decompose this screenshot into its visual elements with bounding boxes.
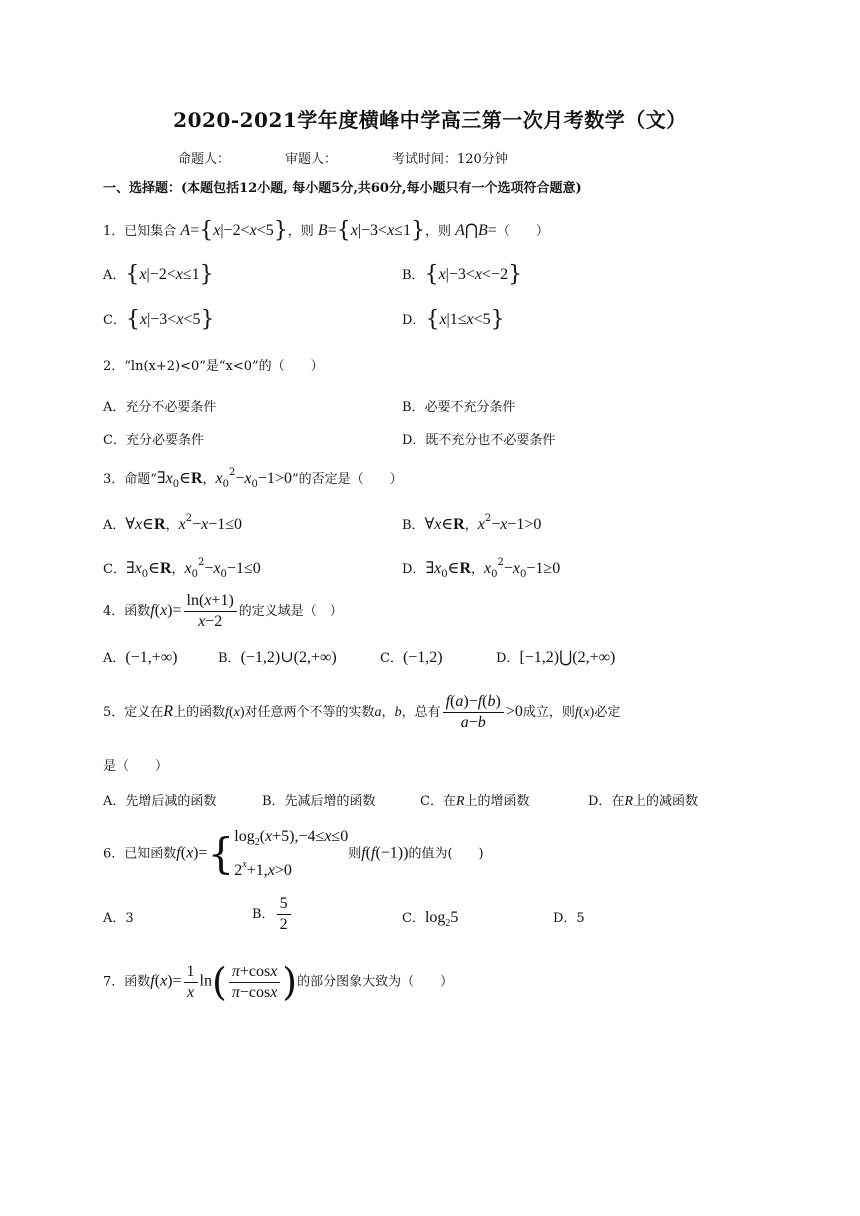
exam-time: 考试时间：120分钟 xyxy=(392,152,508,167)
q4-option-c[interactable]: C．(−1,2) xyxy=(380,649,443,666)
question-5-continued: 是（ ） xyxy=(103,759,169,774)
q5-option-c[interactable]: C．在R上的增函数 xyxy=(420,794,530,809)
q2-option-d[interactable]: D．既不充分也不必要条件 xyxy=(402,433,556,448)
question-2: 2．“ln(x+2)<0”是“x<0”的（ ） xyxy=(103,359,324,374)
q3-option-d[interactable]: D．$\exists x_0\in R$，$x_0^2-x_0-1\ge 0$ xyxy=(402,557,561,580)
q2-option-a[interactable]: A．充分不必要条件 xyxy=(103,400,217,415)
section-heading: 一、选择题：(本题包括12小题, 每小题5分,共60分,每小题只有一个选项符合题意) xyxy=(103,181,582,196)
q3-option-c[interactable]: C．$\exists x_0\in R$，$x_0^2-x_0-1\le 0$ xyxy=(103,557,261,580)
q4-option-a[interactable]: A．(−1,+∞) xyxy=(103,649,178,666)
question-7: 7．函数f(x)= $\frac{1}{x}$ ln( $\frac{\pi+\cos x}{\pi-\cos x}$ )的部分图象大致为（ ） xyxy=(103,960,454,1004)
q2-option-c[interactable]: C．充分必要条件 xyxy=(103,433,204,448)
setter-label: 命题人： xyxy=(178,152,231,167)
q1-option-b[interactable]: B．{x|−3<x<−2} xyxy=(402,262,523,287)
exam-title: 2020-2021学年度横峰中学高三第一次月考数学（文） xyxy=(173,108,687,132)
q6-option-c[interactable]: C．$\log_25$ xyxy=(402,909,459,929)
q6-option-d[interactable]: D．5 xyxy=(553,911,585,926)
q6-option-b[interactable]: B． $\frac{5}{2}$ xyxy=(252,895,293,934)
reviewer-label: 审题人： xyxy=(285,152,338,167)
q1-option-d[interactable]: D．{x|1≤x<5} xyxy=(402,307,505,332)
q4-option-b[interactable]: B．(−1,2)∪(2,+∞) xyxy=(218,649,337,666)
q3-option-a[interactable]: A．∀x∈R，$x^2-x-1\le 0$ xyxy=(103,513,243,533)
q1-option-c[interactable]: C．{x|−3<x<5} xyxy=(103,307,215,332)
question-1: 1．已知集合 A={x|−2<x<5}，则 B={x|−3<x≤1}，则 A⋂B=（ ） xyxy=(103,218,549,243)
q5-option-b[interactable]: B．先减后增的函数 xyxy=(262,794,376,809)
question-3: 3．命题“$\exists x_0\in R$，$x_0^2-x_0-1>0$”的否定是（ ） xyxy=(103,467,403,490)
q5-option-d[interactable]: D．在R上的减函数 xyxy=(588,794,699,809)
q5-option-a[interactable]: A．先增后减的函数 xyxy=(103,794,217,809)
question-4: 4．函数f(x)= $\frac{\ln(x+1)}{x-2}$ 的定义域是（ ） xyxy=(103,592,343,630)
q3-option-b[interactable]: B．∀x∈R，$x^2-x-1>0$ xyxy=(402,513,542,533)
q2-option-b[interactable]: B．必要不充分条件 xyxy=(402,400,516,415)
q4-option-d[interactable]: D．[−1,2)⋃(2,+∞) xyxy=(496,649,616,666)
q6-option-a[interactable]: A．3 xyxy=(103,911,134,926)
question-5: 5．定义在R上的函数f(x)对任意两个不等的实数a，b，总有 $\frac{f(a)-f(b)}{a-b}$ >0成立，则f(x)必定 xyxy=(103,693,621,731)
question-6: 6．已知函数f(x)={ $\log_2(x+5),-4\le x\le 0$ $2^x+1,x>0$ 则f(f(−1))的值为( ) xyxy=(103,828,484,879)
q1-option-a[interactable]: A．{x|−2<x≤1} xyxy=(103,262,214,287)
